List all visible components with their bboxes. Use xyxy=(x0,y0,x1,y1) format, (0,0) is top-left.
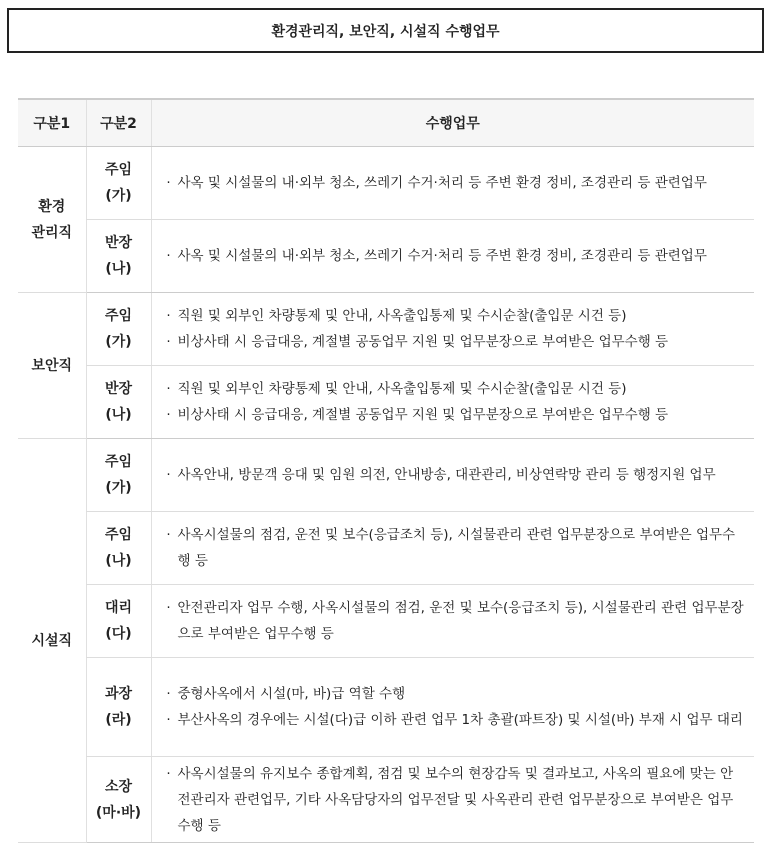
duty-item xyxy=(160,243,747,269)
duty-text: 중형사옥에서 시설(마, 바)급 역할 수행 xyxy=(177,686,406,702)
bullet-icon: · xyxy=(166,467,171,483)
duty-item xyxy=(160,402,747,428)
category1-label: 보안직 xyxy=(31,357,73,374)
duty-text: 사옥 및 시설물의 내·외부 청소, 쓰레기 수거·처리 등 주변 환경 정비, 조경관리 등 관련업무 xyxy=(177,248,707,264)
bullet-icon: · xyxy=(166,407,171,423)
category2-cell xyxy=(86,757,151,843)
duty-item xyxy=(160,376,747,402)
category2-cell xyxy=(86,585,151,658)
duty-text: 비상사태 시 응급대응, 계절별 공동업무 지원 및 업무분장으로 부여받은 업무수행 등 xyxy=(177,334,669,350)
bullet-icon: · xyxy=(166,248,171,264)
category2-cell xyxy=(86,220,151,293)
category1-cell xyxy=(18,439,86,843)
grade-label: (가) xyxy=(105,188,132,204)
duties-cell xyxy=(151,366,754,439)
duty-item xyxy=(160,707,747,733)
position-label: 반장 xyxy=(104,235,133,251)
bullet-icon: · xyxy=(166,334,171,350)
bullet-icon: · xyxy=(166,686,171,702)
bullet-icon: · xyxy=(166,175,171,191)
bullet-icon: · xyxy=(166,308,171,324)
position-label: 주임 xyxy=(104,454,133,470)
category1-label: 환경 xyxy=(38,198,66,215)
duty-item xyxy=(160,462,747,488)
category2-cell xyxy=(86,512,151,585)
duty-text: 사옥시설물의 점검, 운전 및 보수(응급조치 등), 시설물관리 관련 업무분장으로 부여받은 업무수행 등 xyxy=(177,527,736,569)
table-row xyxy=(18,293,754,366)
bullet-icon: · xyxy=(166,600,171,616)
duty-text: 사옥 및 시설물의 내·외부 청소, 쓰레기 수거·처리 등 주변 환경 정비, 조경관리 등 관련업무 xyxy=(177,175,707,191)
duties-cell xyxy=(151,658,754,757)
category2-cell xyxy=(86,147,151,220)
grade-label: (가) xyxy=(105,480,132,496)
table-row xyxy=(18,585,754,658)
duty-text: 안전관리자 업무 수행, 사옥시설물의 점검, 운전 및 보수(응급조치 등), 시설물관리 관련 업무분장으로 부여받은 업무수행 등 xyxy=(177,600,744,642)
table-row xyxy=(18,147,754,220)
bullet-icon: · xyxy=(166,527,171,543)
duty-text: 비상사태 시 응급대응, 계절별 공동업무 지원 및 업무분장으로 부여받은 업무수행 등 xyxy=(177,407,669,423)
duty-item xyxy=(160,329,747,355)
grade-label: (나) xyxy=(105,407,132,423)
category2-cell xyxy=(86,439,151,512)
table-row xyxy=(18,757,754,843)
position-label: 소장 xyxy=(104,778,133,795)
header-duties: 수행업무 xyxy=(151,99,754,147)
grade-label: (마·바) xyxy=(95,804,142,821)
duty-text: 사옥시설물의 유지보수 종합계획, 점검 및 보수의 현장감독 및 결과보고, 사옥의 필요에 맞는 안전관리자 관련업무, 기타 사옥담당자의 업무전달 및 사옥관리 관련 업무분장으로 부여받은 업무 수행 등 xyxy=(177,765,734,834)
table-body xyxy=(18,147,754,843)
position-label: 대리 xyxy=(104,600,133,616)
position-label: 과장 xyxy=(104,686,133,702)
duties-table xyxy=(18,98,754,843)
duties-cell xyxy=(151,439,754,512)
duty-item xyxy=(160,522,747,574)
duty-item xyxy=(160,170,747,196)
duties-cell xyxy=(151,585,754,658)
duties-cell xyxy=(151,293,754,366)
header-category1: 구분1 xyxy=(18,99,86,147)
grade-label: (나) xyxy=(105,261,132,277)
category1-label: 시설직 xyxy=(31,632,73,649)
duties-cell xyxy=(151,757,754,843)
duty-text: 사옥안내, 방문객 응대 및 임원 의전, 안내방송, 대관관리, 비상연락망 관리 등 행정지원 업무 xyxy=(177,467,716,483)
grade-label: (나) xyxy=(105,553,132,569)
table-row xyxy=(18,658,754,757)
duty-item xyxy=(160,595,747,647)
position-label: 주임 xyxy=(104,308,133,324)
duty-text: 직원 및 외부인 차량통제 및 안내, 사옥출입통제 및 수시순찰(출입문 시건 등) xyxy=(177,381,627,397)
table-row xyxy=(18,220,754,293)
category1-cell xyxy=(18,293,86,439)
category2-cell xyxy=(86,293,151,366)
bullet-icon: · xyxy=(166,381,171,397)
position-label: 반장 xyxy=(104,381,133,397)
grade-label: (다) xyxy=(105,626,132,642)
duty-text: 직원 및 외부인 차량통제 및 안내, 사옥출입통제 및 수시순찰(출입문 시건 등) xyxy=(177,308,627,324)
table-row xyxy=(18,366,754,439)
bullet-icon: · xyxy=(166,712,171,728)
bullet-icon: · xyxy=(166,765,171,782)
category1-label: 관리직 xyxy=(31,224,73,241)
table-row xyxy=(18,439,754,512)
duties-cell xyxy=(151,147,754,220)
table-row xyxy=(18,512,754,585)
table-header-row xyxy=(18,99,754,147)
duty-item xyxy=(160,681,747,707)
grade-label: (가) xyxy=(105,334,132,350)
page-title: 환경관리직, 보안직, 시설직 수행업무 xyxy=(7,8,764,53)
duty-item xyxy=(160,761,747,839)
category1-cell xyxy=(18,147,86,293)
duty-text: 부산사옥의 경우에는 시설(다)급 이하 관련 업무 1차 총괄(파트장) 및 시설(바) 부재 시 업무 대리 xyxy=(177,712,743,728)
category2-cell xyxy=(86,658,151,757)
position-label: 주임 xyxy=(104,162,133,178)
position-label: 주임 xyxy=(104,527,133,543)
grade-label: (라) xyxy=(105,712,132,728)
duties-cell xyxy=(151,512,754,585)
duties-cell xyxy=(151,220,754,293)
duty-item xyxy=(160,303,747,329)
header-category2: 구분2 xyxy=(86,99,151,147)
category2-cell xyxy=(86,366,151,439)
